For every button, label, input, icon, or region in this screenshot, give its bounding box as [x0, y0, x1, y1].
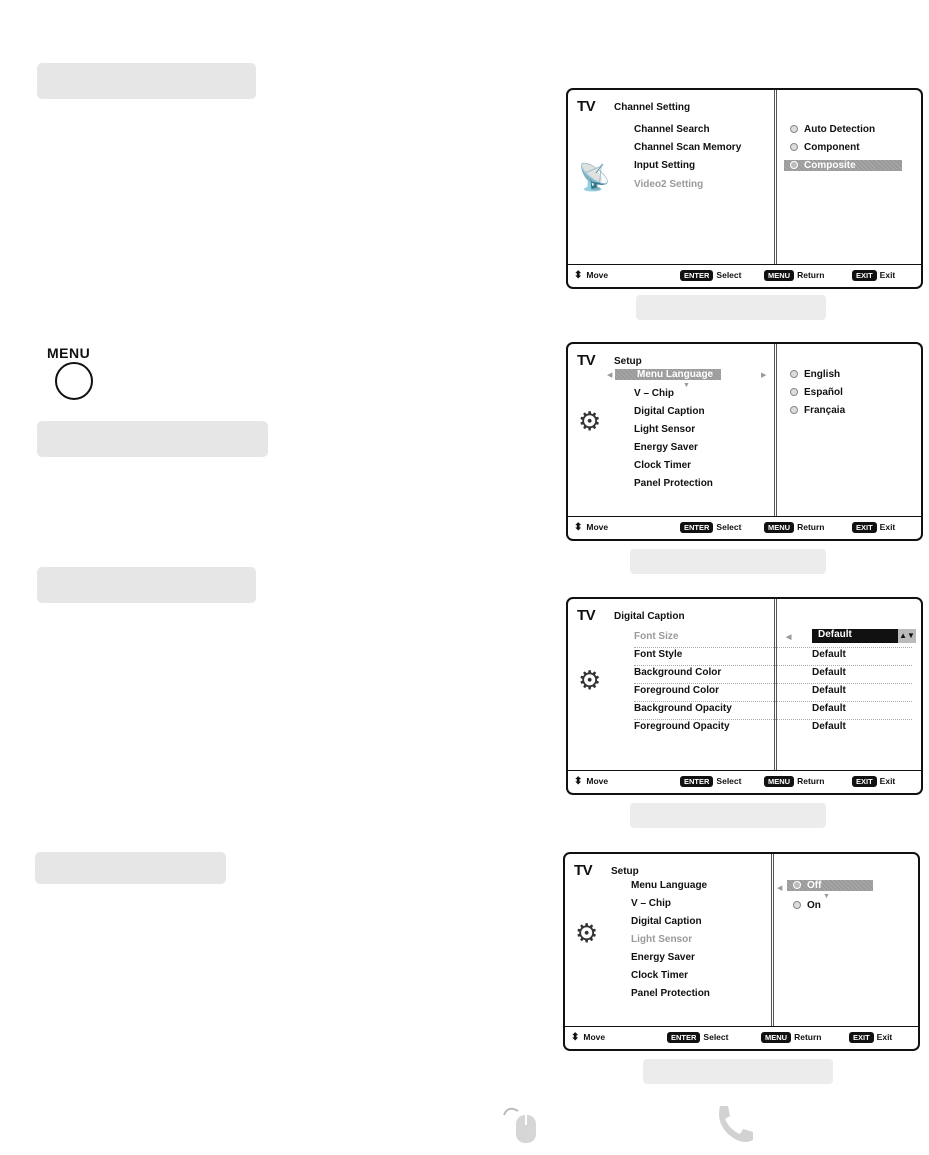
option-item[interactable]: Component	[790, 142, 860, 153]
caption-placeholder-2	[630, 549, 826, 574]
caption-row-selected[interactable]: Font Size ◀ Default ▲▼	[634, 629, 912, 648]
menu-item[interactable]: Clock Timer	[634, 460, 692, 471]
radio-dot-icon	[790, 143, 798, 151]
down-arrow-icon: ▼	[683, 382, 690, 389]
caption-placeholder-1	[636, 295, 826, 320]
radio-dot-icon	[790, 388, 798, 396]
enter-hint: ENTER Select	[680, 270, 741, 281]
up-down-spinner-icon[interactable]: ▲▼	[898, 629, 916, 643]
phone-icon	[712, 1102, 758, 1146]
setup-gear-icon: ⚙	[575, 918, 599, 948]
enter-hint: ENTER Select	[667, 1032, 728, 1043]
setup-gear-icon: ⚙	[578, 406, 602, 436]
menu-item[interactable]: Light Sensor	[634, 424, 696, 435]
menu-item[interactable]: Clock Timer	[631, 970, 689, 981]
menu-item[interactable]: Channel Scan Memory	[634, 142, 742, 153]
menu-item[interactable]: Panel Protection	[631, 988, 710, 999]
satellite-dish-icon: 📡	[578, 162, 611, 192]
osd-key-legend	[568, 264, 921, 287]
osd-screen-setup-language	[566, 342, 923, 541]
up-down-arrow-icon: ⬍	[574, 776, 583, 787]
osd-screen-channel-setting	[566, 88, 923, 289]
tv-label: TV	[577, 607, 596, 624]
osd-title: Digital Caption	[614, 611, 685, 622]
up-down-arrow-icon: ⬍	[574, 270, 583, 281]
menu-item[interactable]: Video2 Setting	[634, 179, 704, 190]
option-item[interactable]: Françaia	[790, 405, 845, 416]
option-item[interactable]: English	[790, 369, 840, 380]
step-heading-placeholder-1	[37, 63, 256, 99]
menu-item[interactable]: V – Chip	[634, 388, 675, 399]
up-down-arrow-icon: ⬍	[571, 1032, 580, 1043]
step-heading-placeholder-2	[37, 421, 268, 457]
menu-item[interactable]: Input Setting	[634, 160, 696, 171]
up-down-arrow-icon: ⬍	[574, 522, 583, 533]
move-hint: ⬍ Move	[574, 776, 609, 787]
enter-hint: ENTER Select	[680, 776, 741, 787]
osd-screen-digital-caption	[566, 597, 923, 795]
step-heading-placeholder-3	[37, 567, 256, 603]
right-arrow-icon: ▶	[761, 372, 767, 379]
menu-item[interactable]: Energy Saver	[634, 442, 698, 453]
down-arrow-icon: ▼	[823, 893, 830, 900]
menu-hint: MENU Return	[764, 270, 824, 281]
exit-hint: EXIT Exit	[849, 1032, 892, 1043]
option-item[interactable]: Español	[790, 387, 843, 398]
osd-divider	[774, 344, 777, 517]
menu-hint: MENU Return	[764, 776, 824, 787]
option-item[interactable]: Auto Detection	[790, 124, 875, 135]
caption-row[interactable]: Background Color Default	[634, 665, 912, 684]
osd-screen-setup-light-sensor	[563, 852, 920, 1051]
menu-button-circle	[55, 362, 93, 400]
menu-item[interactable]: Panel Protection	[634, 478, 713, 489]
caption-placeholder-4	[643, 1059, 833, 1084]
caption-row[interactable]: Foreground Opacity Default	[634, 721, 846, 732]
osd-key-legend	[568, 516, 921, 539]
radio-dot-icon	[790, 161, 798, 169]
tv-label: TV	[577, 98, 596, 115]
menu-item[interactable]: Digital Caption	[634, 406, 705, 417]
radio-dot-icon	[790, 370, 798, 378]
osd-title: Channel Setting	[614, 102, 691, 113]
menu-item[interactable]: Menu Language	[631, 880, 708, 891]
caption-placeholder-3	[630, 803, 826, 828]
option-item-selected[interactable]: Composite	[784, 160, 902, 171]
radio-dot-icon	[793, 881, 801, 889]
osd-key-legend	[568, 770, 921, 793]
step-heading-placeholder-4	[35, 852, 226, 884]
menu-hint: MENU Return	[761, 1032, 821, 1043]
osd-title: Setup	[614, 356, 642, 367]
left-arrow-icon: ◀	[607, 372, 613, 379]
osd-divider	[774, 599, 777, 771]
exit-hint: EXIT Exit	[852, 776, 895, 787]
enter-hint: ENTER Select	[680, 522, 741, 533]
caption-row[interactable]: Foreground Color Default	[634, 683, 912, 702]
move-hint: ⬍ Move	[574, 270, 609, 281]
tv-label: TV	[577, 352, 596, 369]
osd-divider	[771, 854, 774, 1027]
osd-title: Setup	[611, 866, 639, 877]
menu-item[interactable]: Digital Caption	[631, 916, 702, 927]
move-hint: ⬍ Move	[571, 1032, 606, 1043]
radio-dot-icon	[790, 406, 798, 414]
menu-hint: MENU Return	[764, 522, 824, 533]
exit-hint: EXIT Exit	[852, 270, 895, 281]
radio-dot-icon	[793, 901, 801, 909]
osd-key-legend	[565, 1026, 918, 1049]
move-hint: ⬍ Move	[574, 522, 609, 533]
menu-item[interactable]: Light Sensor	[631, 934, 693, 945]
caption-row[interactable]: Background Opacity Default	[634, 701, 912, 720]
caption-row[interactable]: Font Style Default	[634, 647, 912, 666]
setup-gear-icon: ⚙	[578, 665, 602, 695]
menu-item[interactable]: Energy Saver	[631, 952, 695, 963]
left-arrow-icon: ◀	[777, 885, 783, 892]
menu-button-label: MENU	[47, 345, 91, 361]
menu-item[interactable]: Channel Search	[634, 124, 710, 135]
radio-dot-icon	[790, 125, 798, 133]
option-item[interactable]: On	[793, 900, 821, 911]
menu-item-selected[interactable]: Menu Language	[615, 369, 721, 380]
tv-label: TV	[574, 862, 593, 879]
value-selector[interactable]: Default	[812, 629, 902, 643]
mouse-icon	[500, 1103, 540, 1145]
option-item-selected[interactable]: Off	[787, 880, 873, 891]
osd-divider	[774, 90, 777, 265]
left-arrow-icon: ◀	[786, 634, 792, 641]
menu-item[interactable]: V – Chip	[631, 898, 672, 909]
exit-hint: EXIT Exit	[852, 522, 895, 533]
